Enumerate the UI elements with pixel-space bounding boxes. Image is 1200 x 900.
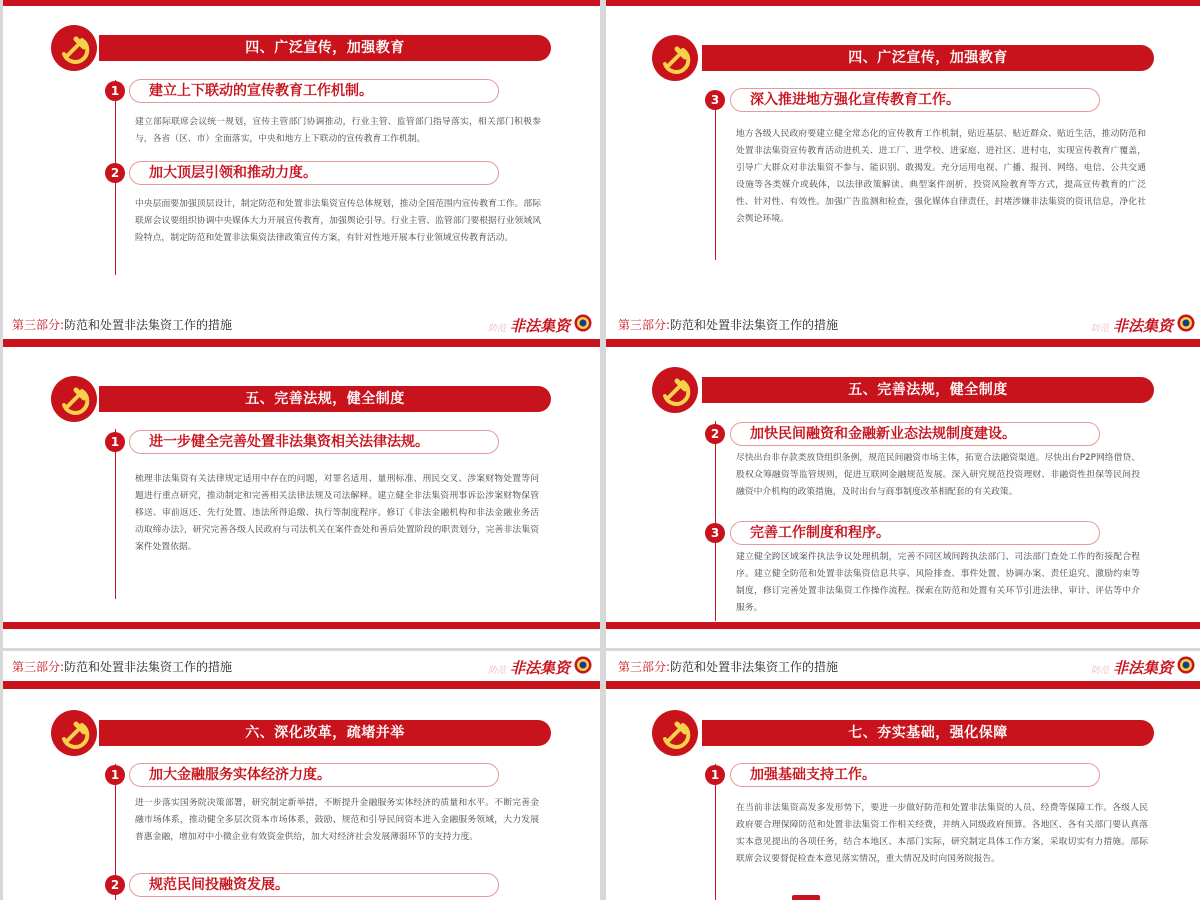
subheading-pill (129, 79, 499, 103)
item-number: 2 (105, 875, 125, 895)
subheading: 加大顶层引领和推动力度。 (149, 165, 317, 181)
brand-logo-small: 防范 (487, 666, 506, 676)
section-banner (702, 45, 1154, 71)
subheading-pill (730, 422, 1100, 446)
brand-logo-main: 非法集资 (509, 317, 570, 335)
slide-header-strip (606, 651, 1200, 677)
item-number: 1 (105, 81, 125, 101)
body-text: 地方各级人民政府要建立健全常态化的宣传教育工作机制，贴近基层、贴近群众、贴近生活，推动防范和处置非法集资宣传教育活动进机关、进工厂、进学校、进家庭、进社区、进村屯，实现宣传教育广覆盖，引导广大群众对非法集资不参与、能识别、敢揭发。充分运用电视、广播、报刊、网络、电信、公共交通设施等各类媒介或载体，以法律政策解读、典型案件剖析、投资风险教育等方式，提高宣传教育的广泛性、针对性、有效性。加强广告监测和检查，强化媒体自律责任，封堵涉嫌非法集资的资讯信息，净化社会舆论环境。 (736, 129, 1146, 224)
slide-5 (3, 651, 600, 900)
item-number: 1 (705, 765, 725, 785)
brand-logo-small: 防范 (1090, 666, 1109, 676)
section-number: 第三部分: (12, 318, 65, 332)
subheading-pill (730, 763, 1100, 787)
subheading-pill (129, 161, 499, 185)
footer-bar (3, 622, 600, 648)
slide-2 (606, 0, 1200, 339)
top-accent-bar (3, 681, 600, 689)
section-title: 防范和处置非法集资工作的措施 (670, 318, 839, 332)
subheading: 加快民间融资和金融新业态法规制度建设。 (750, 426, 1016, 442)
section-banner (99, 35, 551, 61)
banner-title: 五、完善法规，健全制度 (848, 382, 1008, 398)
banner-title: 四、广泛宣传，加强教育 (848, 50, 1008, 66)
brand-logo-main: 非法集资 (509, 659, 570, 677)
hammer-sickle-emblem-icon (651, 366, 699, 414)
top-accent-bar (3, 0, 600, 6)
slide-1 (3, 0, 600, 339)
section-number: 第三部分: (618, 318, 671, 332)
body-text: 进一步落实国务院决策部署，研究制定新举措，不断提升金融服务实体经济的质量和水平。不断完善金融市场体系，推动健全多层次资本市场体系，鼓励、规范和引导民间资本进入金融服务领域，大力发展普惠金融，增加对中小微企业有效资金供给，加大对经济社会发展薄弱环节的支持力度。 (135, 798, 539, 842)
banner-title: 六、深化改革，疏堵并举 (245, 725, 405, 741)
banner-title: 四、广泛宣传，加强教育 (245, 40, 405, 56)
item-number: 3 (705, 523, 725, 543)
item-number: 2 (105, 163, 125, 183)
subheading: 规范民间投融资发展。 (149, 877, 289, 893)
slide-header-strip (3, 309, 600, 335)
section-banner (702, 377, 1154, 403)
section-number: 第三部分: (12, 660, 65, 674)
police-badge-icon (574, 314, 592, 332)
subheading-pill (129, 763, 499, 787)
slide-header-strip (606, 309, 1200, 335)
slide-3 (3, 309, 600, 648)
brand-logo-text (488, 657, 570, 678)
decorative-tab (792, 895, 820, 900)
subheading: 建立上下联动的宣传教育工作机制。 (149, 83, 373, 99)
body-text: 梳理非法集资有关法律规定适用中存在的问题，对罪名适用、量刑标准、刑民交叉、涉案财物处置等问题进行重点研究，推动制定和完善相关法律法规及司法解释。建立健全非法集资刑事诉讼涉案财物保管移送、审前返还、先行处置、违法所得追缴、执行等制度程序。修订《非法金融机构和非法金融业务活动取缔办法》，研究完善各级人民政府与司法机关在案件查处和善后处置阶段的职责划分，完善非法集资案件处置依据。 (135, 474, 539, 552)
section-title: 防范和处置非法集资工作的措施 (670, 660, 839, 674)
timeline-line (715, 421, 716, 621)
section-banner (99, 720, 551, 746)
footer-bar (606, 622, 1200, 648)
police-badge-icon (1177, 656, 1195, 674)
footer-accent-line (3, 622, 600, 629)
item-number: 3 (705, 90, 725, 110)
banner-title: 五、完善法规，健全制度 (245, 391, 405, 407)
hammer-sickle-emblem-icon (50, 24, 98, 72)
footer-accent-line (606, 622, 1200, 629)
item-number: 1 (105, 765, 125, 785)
hammer-sickle-emblem-icon (50, 375, 98, 423)
section-label (12, 658, 232, 675)
body-text: 建立部际联席会议统一规划，宣传主管部门协调推动，行业主管、监管部门指导落实，相关部门积极参与，各省（区、市）全面落实，中央和地方上下联动的宣传教育工作机制。 (135, 117, 541, 144)
brand-logo-main: 非法集资 (1112, 659, 1173, 677)
top-accent-bar (606, 681, 1200, 689)
subheading: 加强基础支持工作。 (750, 767, 876, 783)
police-badge-icon (574, 656, 592, 674)
slide-4 (606, 309, 1200, 648)
subheading: 加大金融服务实体经济力度。 (149, 767, 331, 783)
brand-logo-text (1091, 657, 1173, 678)
subheading-pill (129, 873, 499, 897)
subheading: 完善工作制度和程序。 (750, 525, 890, 541)
slide-6 (606, 651, 1200, 900)
body-text: 在当前非法集资高发多发形势下，要进一步做好防范和处置非法集资的人员、经费等保障工作。各级人民政府要合理保障防范和处置非法集资工作相关经费，并纳入同级政府预算。各地区、各有关部门要认真落实本意见提出的各项任务，结合本地区、本部门实际，研究制定具体工作方案，采取切实有力措施。部际联席会议要督促检查本意见落实情况，重大情况及时向国务院报告。 (736, 803, 1148, 864)
subheading: 进一步健全完善处置非法集资相关法律法规。 (149, 434, 429, 450)
body-text: 中央层面要加强顶层设计，制定防范和处置非法集资宣传总体规划，推动全国范围内宣传教育工作。部际联席会议要组织协调中央媒体大力开展宣传教育，加强舆论引导。行业主管、监管部门要根据行业领域风险特点，制定防范和处置非法集资法律政策宣传方案，有针对性地开展本行业领域宣传教育活动。 (135, 199, 541, 243)
slide-header-strip (3, 651, 600, 677)
section-banner (99, 386, 551, 412)
subheading-pill (730, 88, 1100, 112)
section-number: 第三部分: (618, 660, 671, 674)
section-label (12, 316, 232, 333)
timeline-line (115, 429, 116, 599)
body-text: 建立健全跨区域案件执法争议处理机制，完善不同区域间跨执法部门、司法部门查处工作的衔接配合程序。建立健全防范和处置非法集资信息共享、风险排查、事件处置、协调办案、责任追究、激励约束等制度，修订完善处置非法集资工作操作流程。探索在防范和处置有关环节引进法律、审计、评估等中介服务。 (736, 552, 1140, 613)
banner-title: 七、夯实基础，强化保障 (848, 725, 1008, 741)
section-banner (702, 720, 1154, 746)
body-text: 尽快出台非存款类放贷组织条例，规范民间融资市场主体，拓宽合法融资渠道。尽快出台P2P网络借贷、股权众筹融资等监管规则，促进互联网金融规范发展。深入研究规范投资理财、非融资性担保等民间投融资中介机构的政策措施，及时出台与商事制度改革相配套的有关政策。 (736, 453, 1140, 497)
section-title: 防范和处置非法集资工作的措施 (64, 660, 233, 674)
subheading: 深入推进地方强化宣传教育工作。 (750, 92, 960, 108)
brand-logo-text (1091, 315, 1173, 336)
timeline-line (715, 92, 716, 260)
brand-logo-small: 防范 (1090, 324, 1109, 334)
brand-logo-text (488, 315, 570, 336)
hammer-sickle-emblem-icon (651, 709, 699, 757)
brand-logo-small: 防范 (487, 324, 506, 334)
top-accent-bar (606, 339, 1200, 347)
subheading-pill (129, 430, 499, 454)
hammer-sickle-emblem-icon (50, 709, 98, 757)
top-accent-bar (3, 339, 600, 347)
section-label (618, 316, 838, 333)
subheading-pill (730, 521, 1100, 545)
hammer-sickle-emblem-icon (651, 34, 699, 82)
section-label (618, 658, 838, 675)
police-badge-icon (1177, 314, 1195, 332)
top-accent-bar (606, 0, 1200, 6)
item-number: 2 (705, 424, 725, 444)
section-title: 防范和处置非法集资工作的措施 (64, 318, 233, 332)
brand-logo-main: 非法集资 (1112, 317, 1173, 335)
item-number: 1 (105, 432, 125, 452)
